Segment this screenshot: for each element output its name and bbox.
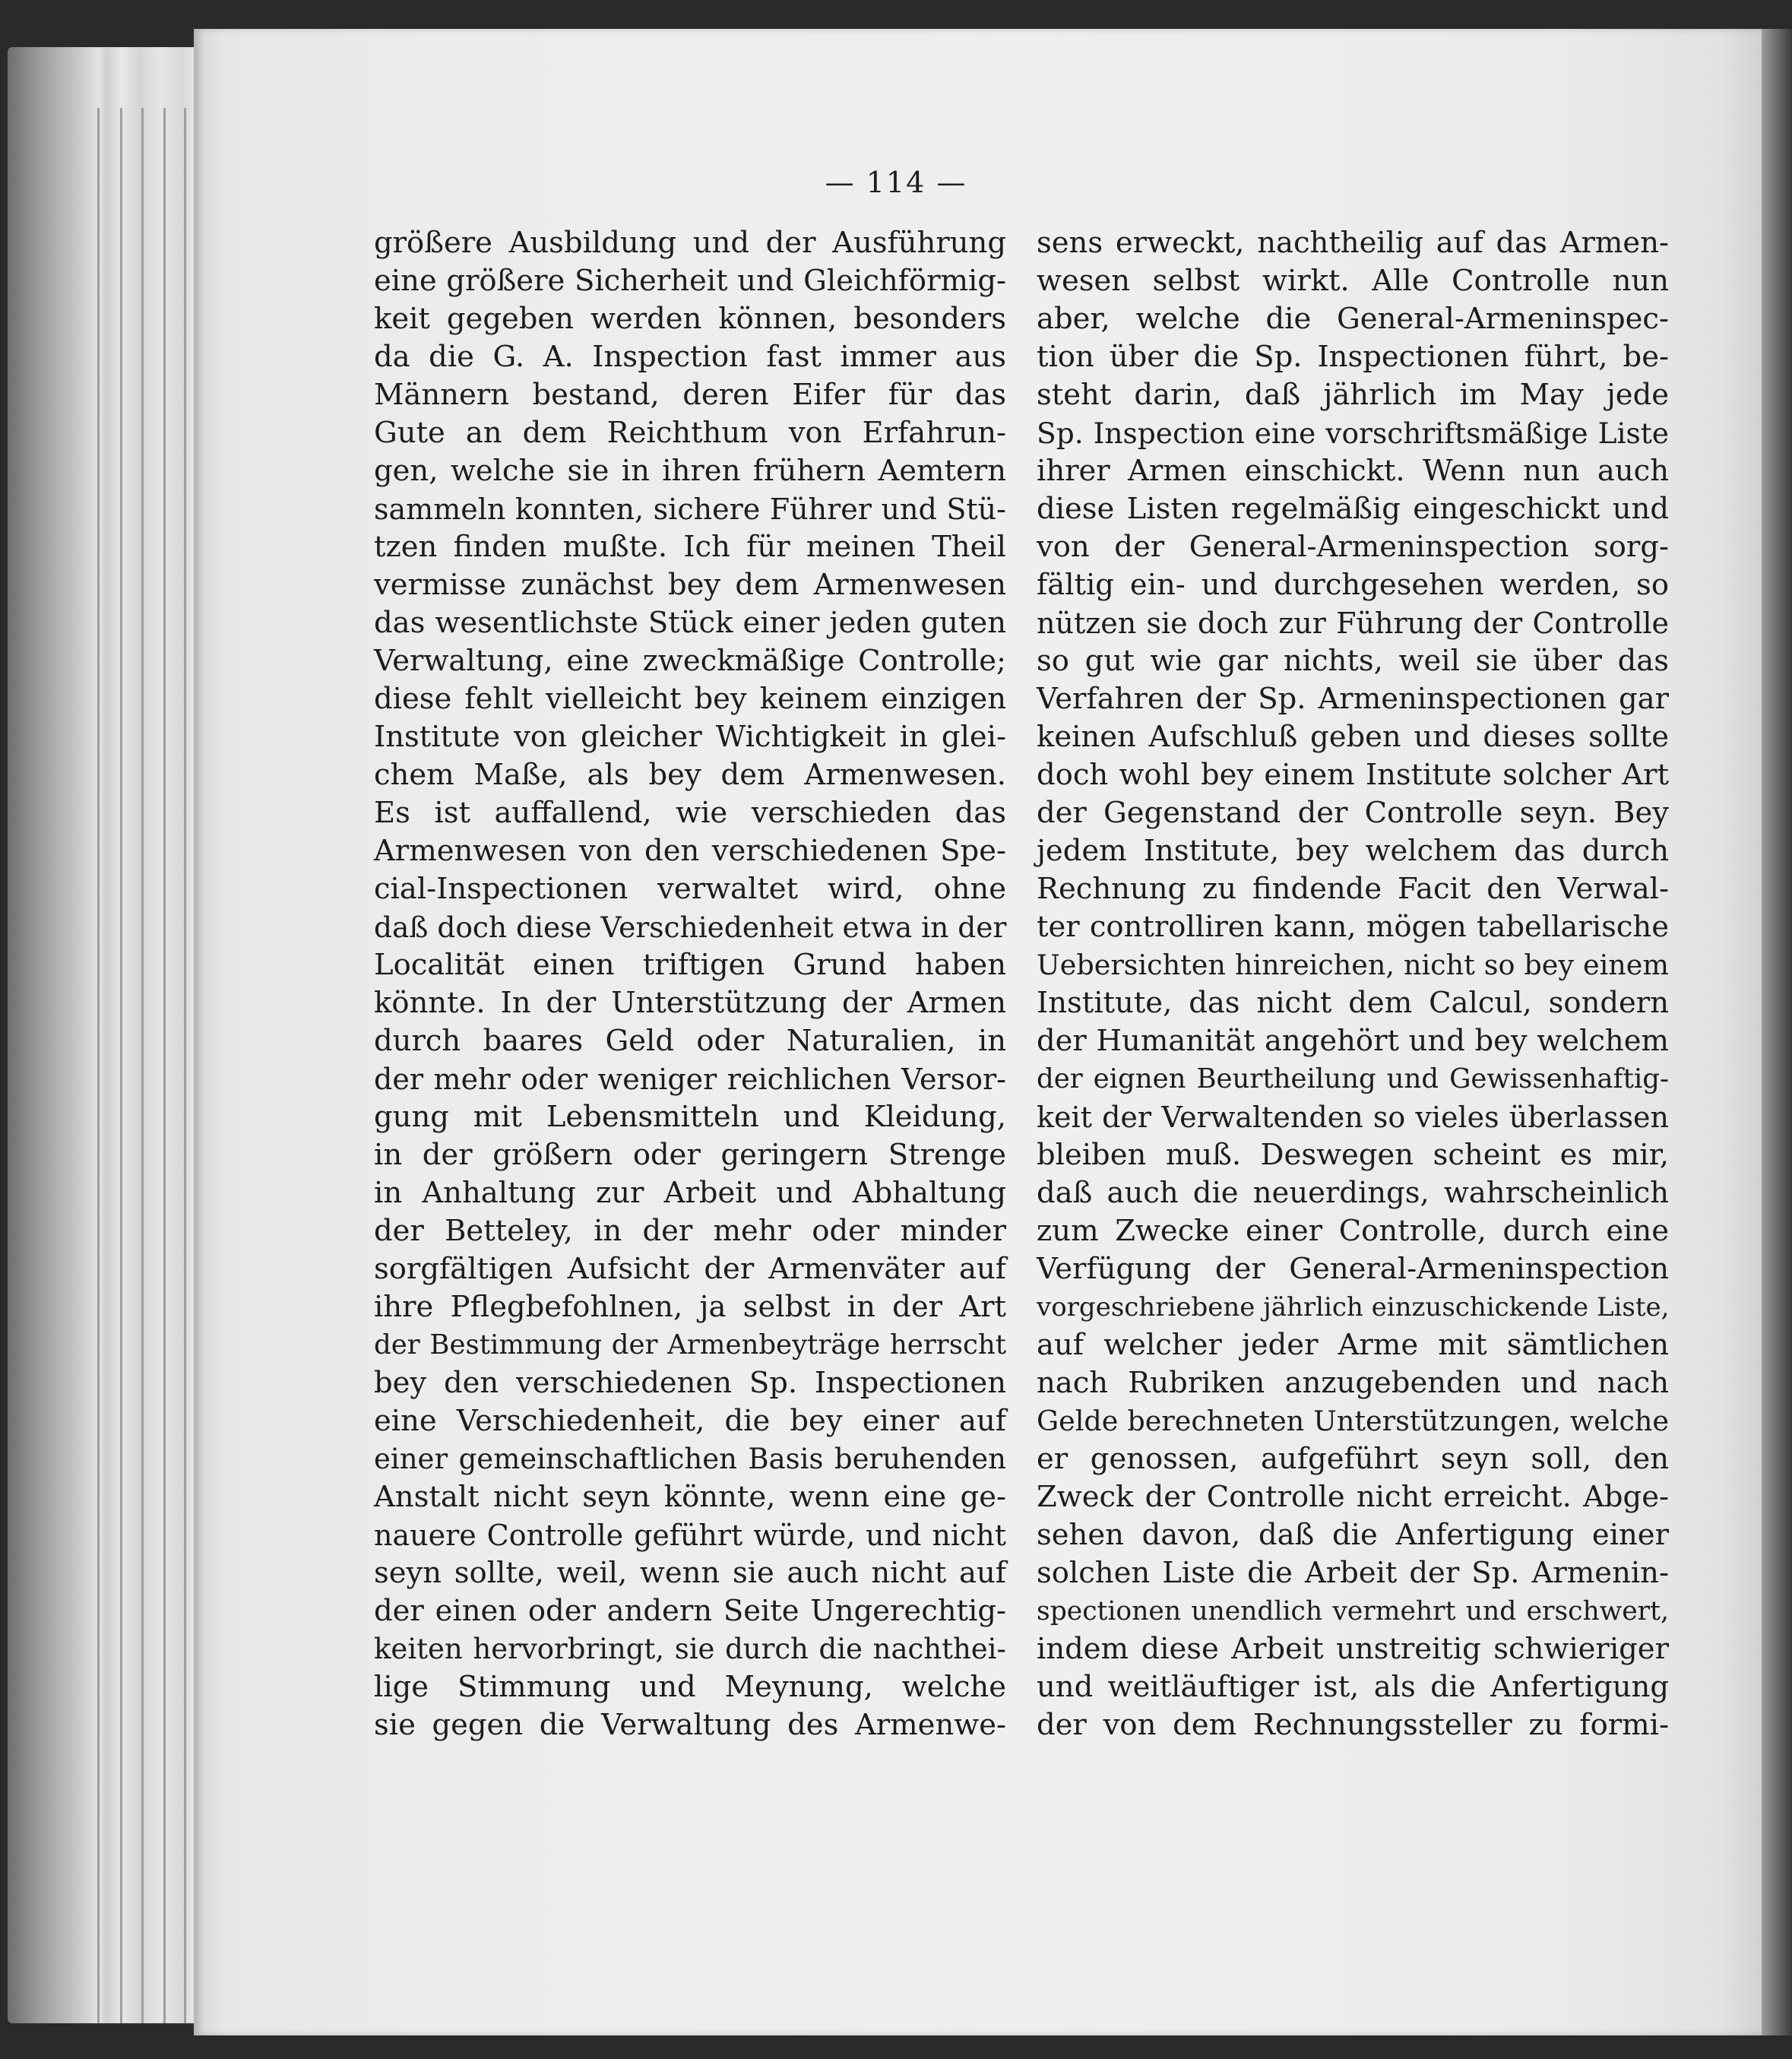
text-line: gen, welche sie in ihren frühern Aemtern [374,454,1006,488]
stacked-page-edges [8,47,198,2023]
text-line: größere Ausbildung und der Ausführung [374,226,1006,260]
text-line: und weitläuftiger ist, als die Anfertigung [1037,1670,1669,1704]
text-line: Zweck der Controlle nicht erreicht. Abge- [1037,1480,1669,1514]
text-line: Verwaltung, eine zweckmäßige Controlle; [374,644,1006,678]
text-line: cial-Inspectionen verwaltet wird, ohne [374,872,1006,906]
text-line: der Gegenstand der Controlle seyn. Bey [1037,796,1669,830]
text-line: sammeln konnten, sichere Führer und Stü- [374,493,1006,526]
text-line: der Betteley, in der mehr oder minder [374,1214,1006,1248]
text-line: keit der Verwaltenden so vieles überlassen [1037,1101,1669,1134]
right-text-column [1037,224,1669,1744]
text-line: so gut wie gar nichts, weil sie über das [1037,644,1669,678]
text-line: eine größere Sicherheit und Gleichförmig- [374,264,1006,298]
text-line: Anstalt nicht seyn könnte, wenn eine ge- [374,1480,1006,1514]
text-line: gung mit Lebensmitteln und Kleidung, [374,1100,1006,1134]
text-line: er genossen, aufgeführt seyn soll, den [1037,1442,1669,1476]
text-line: der von dem Rechnungssteller zu formi- [1037,1708,1669,1742]
page-gutter-shadow [1762,29,1792,2035]
text-line: steht darin, daß jährlich im May jede [1037,378,1669,412]
text-line: diese Listen regelmäßig eingeschickt und [1037,492,1669,526]
text-line: tzen finden mußte. Ich für meinen Theil [374,530,1006,564]
text-line: Sp. Inspection eine vorschriftsmäßige Liste [1037,417,1669,450]
text-line: einer gemeinschaftlichen Basis beruhenden [374,1443,1006,1475]
text-line: zum Zwecke einer Controlle, durch eine [1037,1214,1669,1248]
text-line: sehen davon, daß die Anfertigung einer [1037,1518,1669,1552]
text-line: tion über die Sp. Inspectionen führt, be- [1037,340,1669,374]
text-line: sorgfältigen Aufsicht der Armenväter auf [374,1252,1006,1286]
text-line: vorgeschriebene jährlich einzuschickende Liste, [1037,1292,1670,1323]
text-line: ihrer Armen einschickt. Wenn nun auch [1037,454,1669,488]
text-line: daß auch die neuerdings, wahrscheinlich [1037,1176,1669,1210]
text-line: wesen selbst wirkt. Alle Controlle nun [1037,264,1669,298]
text-line: auf welcher jeder Arme mit sämtlichen [1037,1328,1669,1362]
text-line: in der größern oder geringern Strenge [374,1138,1006,1172]
text-line: ihre Pflegbefohlnen, ja selbst in der Art [374,1290,1006,1324]
text-line: aber, welche die General-Armeninspec- [1037,302,1669,336]
text-line: Localität einen triftigen Grund haben [374,948,1006,982]
text-line: keit gegeben werden können, besonders [374,302,1006,336]
text-line: der eignen Beurtheilung und Gewissenhaftig- [1037,1063,1669,1094]
text-line: keiten hervorbringt, sie durch die nachthei- [374,1633,1006,1665]
text-line: da die G. A. Inspection fast immer aus [374,340,1006,374]
text-line: bleiben muß. Deswegen scheint es mir, [1037,1138,1669,1172]
text-line: chem Maße, als bey dem Armenwesen. [374,758,1006,792]
text-line: Institute von gleicher Wichtigkeit in glei- [374,720,1006,754]
text-line: das wesentlichste Stück einer jeden guten [374,606,1006,640]
text-line: Verfügung der General-Armeninspection [1037,1252,1669,1286]
text-line: nützen sie doch zur Führung der Controlle [1037,607,1669,640]
left-text-column [374,224,1006,1744]
page-edge-line [141,108,144,2023]
page-edge-line [163,108,166,2023]
text-line: Gute an dem Reichthum von Erfahrun- [374,416,1006,450]
text-line: sens erweckt, nachtheilig auf das Armen- [1037,226,1669,260]
text-line: von der General-Armeninspection sorg- [1037,530,1669,564]
text-line: der Bestimmung der Armenbeyträge herrscht [374,1329,1006,1361]
text-line: keinen Aufschluß geben und dieses sollte [1037,720,1669,754]
text-line: Armenwesen von den verschiedenen Spe- [374,834,1006,868]
text-line: Es ist auffallend, wie verschieden das [374,796,1006,830]
text-line: solchen Liste die Arbeit der Sp. Armenin- [1037,1556,1669,1590]
text-line: Uebersichten hinreichen, nicht so bey einem [1037,949,1669,981]
text-line: nauere Controlle geführt würde, und nicht [374,1519,1006,1552]
text-line: jedem Institute, bey welchem das durch [1037,834,1669,868]
text-line: diese fehlt vielleicht bey keinem einzigen [374,682,1006,716]
text-line: eine Verschiedenheit, die bey einer auf [374,1404,1006,1438]
page-edge-line [184,108,186,2023]
text-line: lige Stimmung und Meynung, welche [374,1670,1006,1704]
text-line: Verfahren der Sp. Armeninspectionen gar [1037,682,1669,716]
text-line: durch baares Geld oder Naturalien, in [374,1024,1006,1058]
page-edge-line [120,108,122,2023]
page-number: — 114 — [825,166,967,199]
text-line: der einen oder andern Seite Ungerechtig- [374,1594,1006,1628]
text-line: Rechnung zu findende Facit den Verwal- [1037,872,1669,906]
text-line: Gelde berechneten Unterstützungen, welche [1037,1405,1669,1437]
text-line: der mehr oder weniger reichlichen Versor- [374,1063,1006,1096]
text-line: indem diese Arbeit unstreitig schwieriger [1037,1632,1669,1666]
text-line: sie gegen die Verwaltung des Armenwe- [374,1708,1006,1742]
text-line: daß doch diese Verschiedenheit etwa in der [374,911,1007,944]
text-line: spectionen unendlich vermehrt und erschwert, [1037,1596,1669,1627]
text-line: bey den verschiedenen Sp. Inspectionen [374,1366,1006,1400]
text-line: der Humanität angehört und bey welchem [1037,1024,1669,1058]
text-line: in Anhaltung zur Arbeit und Abhaltung [374,1176,1006,1210]
text-line: doch wohl bey einem Institute solcher Art [1037,758,1669,792]
text-line: ter controlliren kann, mögen tabellarische [1037,910,1669,944]
text-line: fältig ein- und durchgesehen werden, so [1037,568,1669,602]
text-line: nach Rubriken anzugebenden und nach [1037,1366,1669,1400]
page-edge-line [97,108,100,2023]
text-line: Männern bestand, deren Eifer für das [374,378,1006,412]
text-line: vermisse zunächst bey dem Armenwesen [374,568,1006,602]
text-line: seyn sollte, weil, wenn sie auch nicht auf [374,1556,1006,1590]
text-line: Institute, das nicht dem Calcul, sondern [1037,986,1669,1020]
text-line: könnte. In der Unterstützung der Armen [374,986,1006,1020]
